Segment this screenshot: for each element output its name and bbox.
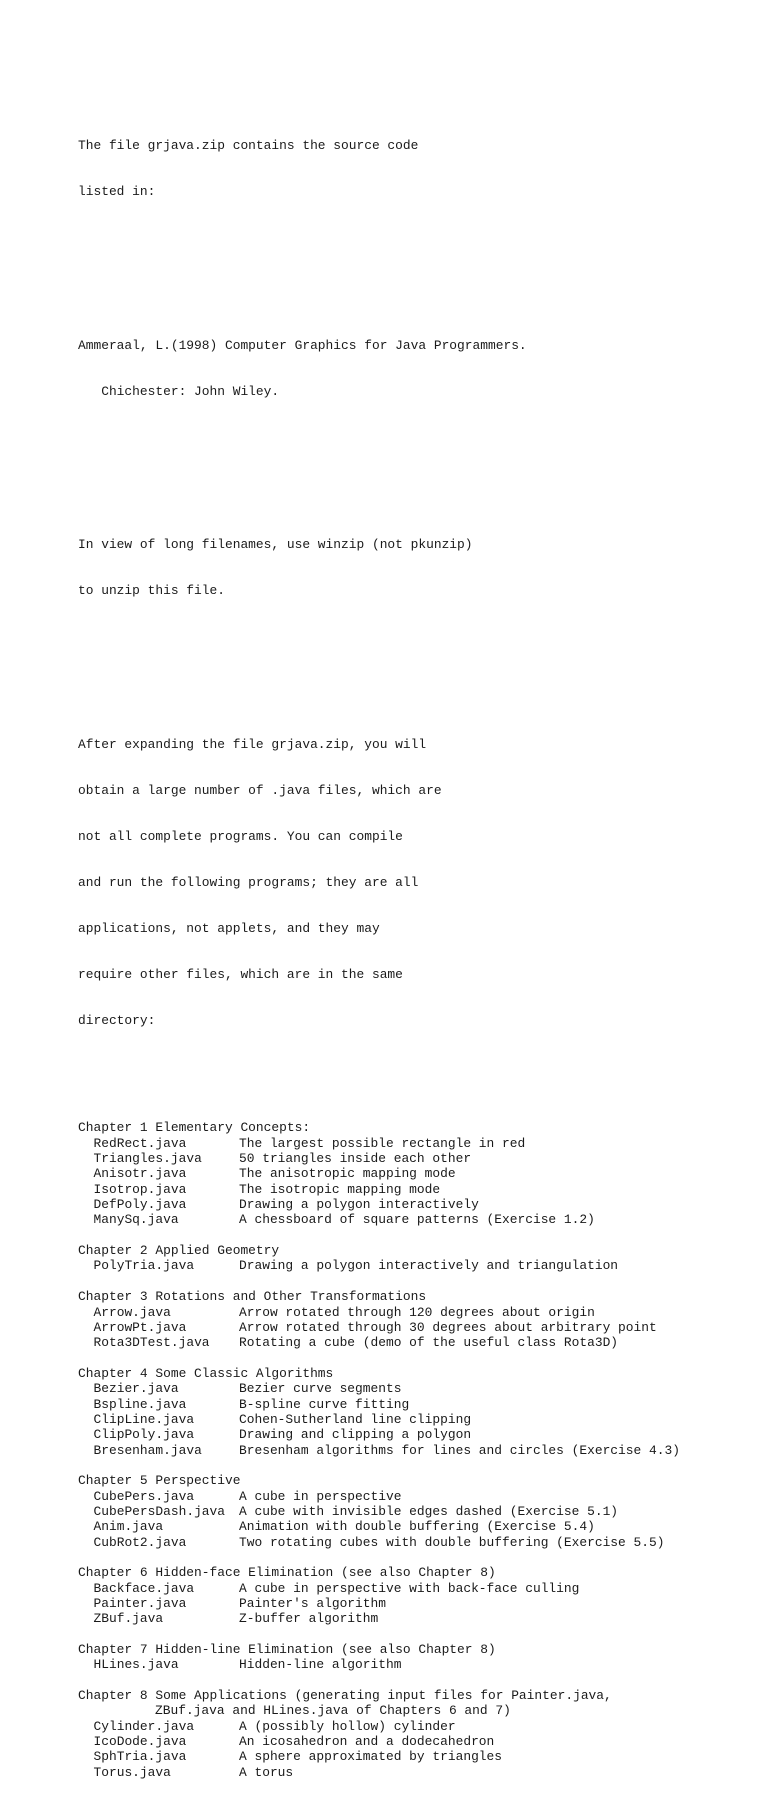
program-description: 50 triangles inside each other bbox=[239, 1151, 472, 1167]
program-row bbox=[78, 1136, 680, 1151]
program-description: Drawing a polygon interactively and triangulation bbox=[239, 1258, 619, 1274]
chapter-title: Chapter 8 Some Applications (generating input files for Painter.java, bbox=[78, 1688, 612, 1704]
program-description: The largest possible rectangle in red bbox=[239, 1135, 526, 1151]
text-line: listed in: bbox=[78, 184, 156, 200]
chapter-section bbox=[78, 1642, 680, 1673]
text-line: After expanding the file grjava.zip, you will bbox=[78, 736, 427, 752]
program-description: A cube with invisible edges dashed (Exercise 5.1) bbox=[239, 1503, 619, 1519]
program-filename: CubePers.java bbox=[93, 1488, 195, 1504]
blank-line bbox=[78, 261, 680, 276]
blank-line bbox=[78, 1351, 680, 1366]
program-row bbox=[78, 1320, 680, 1335]
program-filename: Painter.java bbox=[93, 1596, 187, 1612]
text-line: In view of long filenames, use winzip (not pkunzip) bbox=[78, 537, 473, 553]
chapter-title: Chapter 4 Some Classic Algorithms bbox=[78, 1365, 334, 1381]
program-description: A torus bbox=[239, 1764, 294, 1780]
program-description: An icosahedron and a dodecahedron bbox=[239, 1734, 495, 1750]
program-description: Z-buffer algorithm bbox=[239, 1611, 379, 1627]
program-row bbox=[78, 1443, 680, 1458]
program-row bbox=[78, 1212, 680, 1227]
program-filename: Triangles.java bbox=[93, 1151, 202, 1167]
program-row bbox=[78, 1596, 680, 1611]
chapter-section bbox=[78, 1120, 680, 1227]
program-row bbox=[78, 1305, 680, 1320]
program-filename: Anim.java bbox=[93, 1519, 164, 1535]
intro-paragraph-expanding bbox=[78, 706, 680, 1059]
program-filename: Bezier.java bbox=[93, 1381, 179, 1397]
program-description: Arrow rotated through 120 degrees about origin bbox=[239, 1304, 595, 1320]
program-filename: ManySq.java bbox=[93, 1212, 179, 1228]
blank-line bbox=[78, 461, 680, 476]
intro-paragraph-citation bbox=[78, 307, 680, 430]
program-row bbox=[78, 1504, 680, 1519]
program-filename: Cylinder.java bbox=[93, 1718, 195, 1734]
program-row bbox=[78, 1611, 680, 1626]
program-filename: CubRot2.java bbox=[93, 1534, 187, 1550]
program-row bbox=[78, 1412, 680, 1427]
blank-line bbox=[78, 1274, 680, 1289]
program-description: Arrow rotated through 30 degrees about arbitrary point bbox=[239, 1319, 657, 1335]
text-line: directory: bbox=[78, 1012, 156, 1028]
program-filename: SphTria.java bbox=[93, 1749, 187, 1765]
text-line: Ammeraal, L.(1998) Computer Graphics for Java Programmers. bbox=[78, 337, 527, 353]
program-description: Two rotating cubes with double buffering (Exercise 5.5) bbox=[239, 1534, 665, 1550]
program-description: A chessboard of square patterns (Exercise 1.2) bbox=[239, 1212, 595, 1228]
text-line: Chichester: John Wiley. bbox=[78, 383, 280, 399]
program-row bbox=[78, 1182, 680, 1197]
program-row bbox=[78, 1381, 680, 1396]
program-row bbox=[78, 1335, 680, 1350]
program-row bbox=[78, 1765, 680, 1780]
program-description: Cohen-Sutherland line clipping bbox=[239, 1411, 472, 1427]
program-filename: HLines.java bbox=[93, 1657, 179, 1673]
chapter-subtitle: ZBuf.java and HLines.java of Chapters 6 and 7) bbox=[155, 1703, 511, 1719]
chapter-section bbox=[78, 1366, 680, 1458]
program-description: A cube in perspective with back-face culling bbox=[239, 1580, 580, 1596]
text-line: not all complete programs. You can compile bbox=[78, 828, 403, 844]
program-filename: PolyTria.java bbox=[93, 1258, 195, 1274]
text-line: to unzip this file. bbox=[78, 583, 225, 599]
chapter-title: Chapter 6 Hidden-face Elimination (see also Chapter 8) bbox=[78, 1565, 496, 1581]
program-filename: Bspline.java bbox=[93, 1396, 187, 1412]
blank-line bbox=[78, 1627, 680, 1642]
program-filename: ArrowPt.java bbox=[93, 1319, 187, 1335]
program-description: Drawing a polygon interactively bbox=[239, 1197, 479, 1213]
chapter-title: Chapter 2 Applied Geometry bbox=[78, 1243, 280, 1259]
chapter-title: Chapter 7 Hidden-line Elimination (see also Chapter 8) bbox=[78, 1642, 496, 1658]
text-line: require other files, which are in the same bbox=[78, 966, 403, 982]
program-filename: ClipLine.java bbox=[93, 1411, 195, 1427]
program-row bbox=[78, 1151, 680, 1166]
program-description: A sphere approximated by triangles bbox=[239, 1749, 503, 1765]
program-filename: Bresenham.java bbox=[93, 1442, 202, 1458]
program-description: B-spline curve fitting bbox=[239, 1396, 410, 1412]
program-row bbox=[78, 1719, 680, 1734]
program-row bbox=[78, 1734, 680, 1749]
chapter-list bbox=[78, 1105, 680, 1780]
program-description: Bezier curve segments bbox=[239, 1381, 402, 1397]
chapter-title: Chapter 3 Rotations and Other Transformations bbox=[78, 1289, 427, 1305]
program-row bbox=[78, 1197, 680, 1212]
blank-line bbox=[78, 1550, 680, 1565]
program-filename: RedRect.java bbox=[93, 1135, 187, 1151]
program-description: Bresenham algorithms for lines and circles (Exercise 4.3) bbox=[239, 1442, 680, 1458]
program-description: The isotropic mapping mode bbox=[239, 1181, 441, 1197]
program-row bbox=[78, 1749, 680, 1764]
program-row bbox=[78, 1657, 680, 1672]
program-filename: IcoDode.java bbox=[93, 1734, 187, 1750]
program-description: Rotating a cube (demo of the useful class Rota3D) bbox=[239, 1335, 619, 1351]
blank-line bbox=[78, 1105, 680, 1120]
program-filename: ClipPoly.java bbox=[93, 1427, 195, 1443]
blank-line bbox=[78, 1228, 680, 1243]
program-description: A cube in perspective bbox=[239, 1488, 402, 1504]
chapter-section bbox=[78, 1688, 680, 1780]
blank-line bbox=[78, 1673, 680, 1688]
program-row bbox=[78, 1427, 680, 1442]
blank-line bbox=[78, 660, 680, 675]
program-filename: Torus.java bbox=[93, 1764, 171, 1780]
text-line: The file grjava.zip contains the source code bbox=[78, 138, 419, 154]
text-line: and run the following programs; they are all bbox=[78, 874, 419, 890]
chapter-section bbox=[78, 1289, 680, 1350]
program-row bbox=[78, 1581, 680, 1596]
program-filename: ZBuf.java bbox=[93, 1611, 164, 1627]
program-row bbox=[78, 1166, 680, 1181]
readme-document bbox=[78, 77, 680, 1796]
chapter-section bbox=[78, 1565, 680, 1626]
program-description: Animation with double buffering (Exercise 5.4) bbox=[239, 1519, 595, 1535]
program-filename: Arrow.java bbox=[93, 1304, 171, 1320]
intro-paragraph-1 bbox=[78, 108, 680, 231]
program-row bbox=[78, 1489, 680, 1504]
program-row bbox=[78, 1519, 680, 1534]
chapter-title: Chapter 1 Elementary Concepts: bbox=[78, 1120, 311, 1136]
program-filename: Rota3DTest.java bbox=[93, 1335, 210, 1351]
text-line: obtain a large number of .java files, which are bbox=[78, 782, 442, 798]
program-row bbox=[78, 1535, 680, 1550]
text-line: applications, not applets, and they may bbox=[78, 920, 380, 936]
chapter-section bbox=[78, 1243, 680, 1274]
intro-paragraph-unzip bbox=[78, 507, 680, 630]
chapter-title: Chapter 5 Perspective bbox=[78, 1473, 241, 1489]
program-filename: Backface.java bbox=[93, 1580, 195, 1596]
program-row bbox=[78, 1258, 680, 1273]
program-description: A (possibly hollow) cylinder bbox=[239, 1718, 456, 1734]
program-description: Drawing and clipping a polygon bbox=[239, 1427, 472, 1443]
program-description: The anisotropic mapping mode bbox=[239, 1166, 456, 1182]
program-filename: CubePersDash.java bbox=[93, 1503, 226, 1519]
program-row bbox=[78, 1397, 680, 1412]
blank-line bbox=[78, 1458, 680, 1473]
program-filename: Isotrop.java bbox=[93, 1181, 187, 1197]
chapter-section bbox=[78, 1473, 680, 1550]
program-description: Hidden-line algorithm bbox=[239, 1657, 402, 1673]
program-filename: DefPoly.java bbox=[93, 1197, 187, 1213]
program-description: Painter's algorithm bbox=[239, 1596, 386, 1612]
program-filename: Anisotr.java bbox=[93, 1166, 187, 1182]
